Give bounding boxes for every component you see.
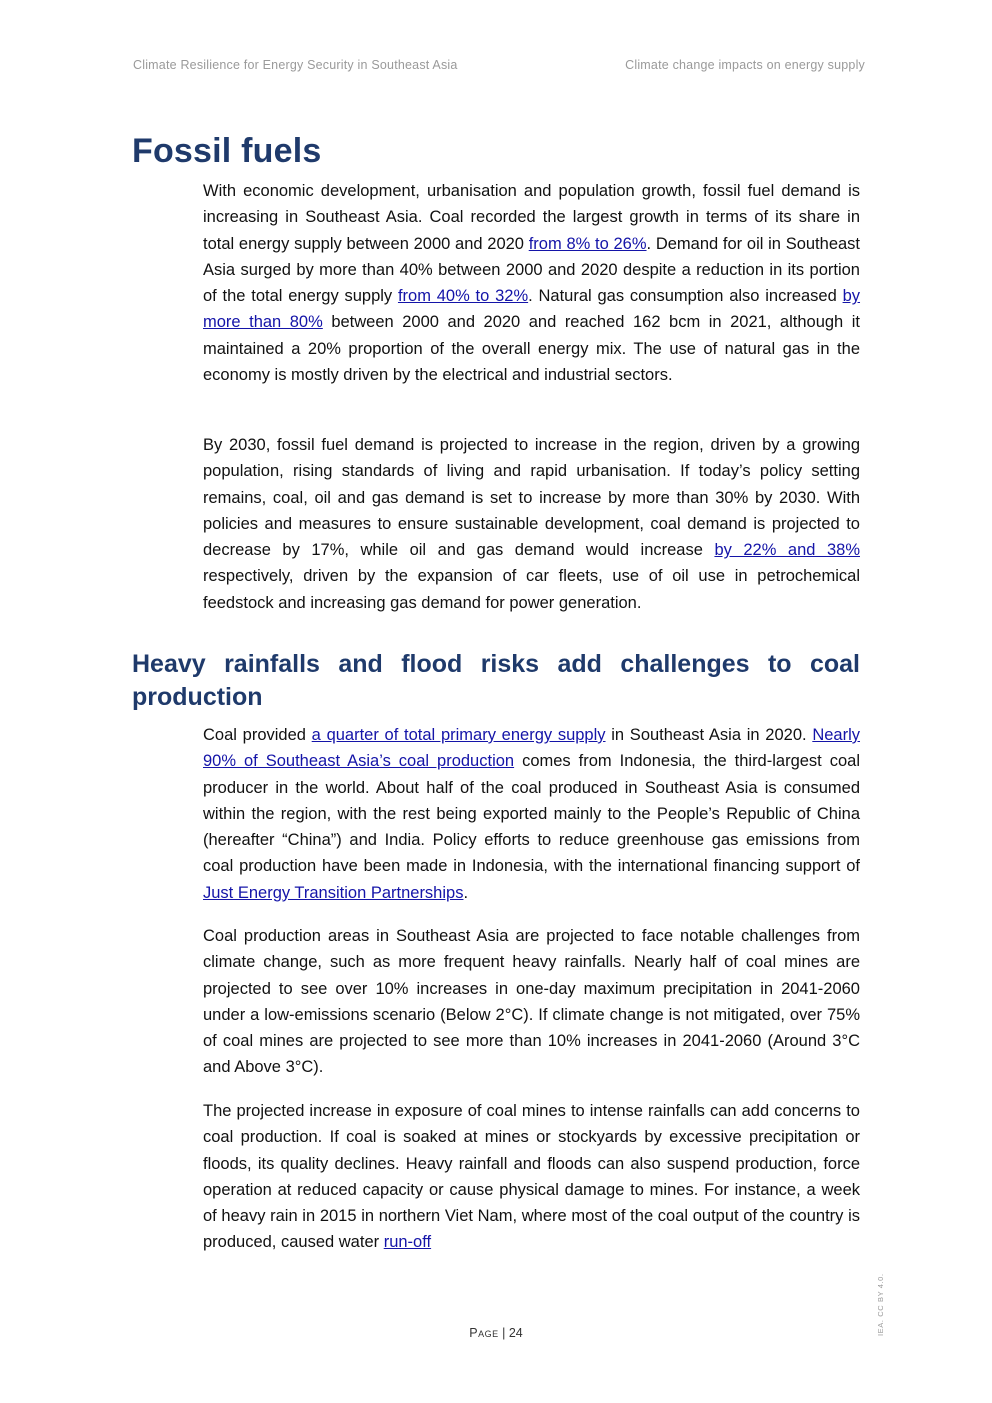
section-title-coal-production: Heavy rainfalls and flood risks add challenges to coal production [132, 650, 860, 711]
page-label: Page [469, 1326, 499, 1340]
link-oil-share[interactable]: from 40% to 32% [397, 287, 529, 306]
paragraph-rainfall-exposure: The projected increase in exposure of coal mines to intense rainfalls can add concerns to coal production. If coal is soaked at mines or stockyards by excessive precipitation or floods, its quality declines. Heavy rainfall and floods can also suspend production, force operation at reduced capacity or cause physical damage to mines. For instance, a week of heavy rain in 2015 in northern Viet Nam, where most of the coal output of the country is produced, caused water run-off [203, 1102, 860, 1252]
link-jetp[interactable]: Just Energy Transition Partnerships [203, 883, 464, 902]
header-chapter-title: Climate change impacts on energy supply [625, 58, 865, 72]
link-coal-production-share[interactable]: Nearly 90% of Southeast Asia’s coal production [203, 726, 860, 771]
page-footer [0, 1326, 992, 1340]
link-oil-gas-increase[interactable]: by 22% and 38% [714, 541, 860, 560]
paragraph-coal-supply: Coal provided a quarter of total primary energy supply in Southeast Asia in 2020. Nearly 90% of Southeast Asia’s coal production comes from Indonesia, the third-largest coal producer in the world. About half of the coal produced in Southeast Asia is consumed within the region, with the rest being exported mainly to the People’s Republic of China (hereafter “China”) and India. Policy efforts to reduce greenhouse gas emissions from coal production have been made in Indonesia, with the international financing support of Just Energy Transition Partnerships. [203, 726, 860, 902]
link-coal-share[interactable]: from 8% to 26% [528, 234, 647, 253]
section-title-fossil-fuels: Fossil fuels [132, 132, 322, 170]
running-header [133, 58, 865, 76]
link-gas-increase[interactable]: by more than 80% [203, 287, 861, 332]
paragraph-fossil-demand: With economic development, urbanisation and population growth, fossil fuel demand is increasing in Southeast Asia. Coal recorded the largest growth in terms of its share in total energy supply between 2000 and 2020 from 8% to 26%. Demand for oil in Southeast Asia surged by more than 40% between 2000 and 2020 despite a reduction in its portion of the total energy supply from 40% to 32%. Natural gas consumption also increased by more than 80% between 2000 and 2020 and reached 162 bcm in 2021, although it maintained a 20% proportion of the overall energy mix. The use of natural gas in the economy is mostly driven by the electrical and industrial sectors. [203, 182, 861, 385]
page-number: 24 [508, 1326, 523, 1340]
link-coal-primary-supply[interactable]: a quarter of total primary energy supply [311, 726, 606, 744]
paragraph-2030-projection: By 2030, fossil fuel demand is projected to increase in the region, driven by a growing population, rising standards of living and rapid urbanisation. If today’s policy setting remains, coal, oil and gas demand is set to increase by more than 30% by 2030. With policies and measures to ensure sustainable development, coal demand is projected to decrease by 17%, while oil and gas demand would increase by 22% and 38% respectively, driven by the expansion of car fleets, use of oil use in petrochemical feedstock and increasing gas demand for power generation. [203, 436, 860, 612]
link-run-off[interactable]: run-off [383, 1233, 432, 1252]
paragraph-climate-challenges: Coal production areas in Southeast Asia are projected to face notable challenges from climate change, such as more frequent heavy rainfalls. Nearly half of coal mines are projected to see over 10% increases in one-day maximum precipitation in 2041-2060 under a low-emissions scenario (Below 2°C). If climate change is not mitigated, over 75% of coal mines are projected to see more than 10% increases in 2041-2060 (Around 3°C and Above 3°C). [203, 927, 860, 1077]
page-separator: | [498, 1326, 509, 1340]
license-notice: IEA. CC BY 4.0. [876, 1273, 885, 1336]
header-report-title: Climate Resilience for Energy Security in Southeast Asia [133, 58, 458, 72]
